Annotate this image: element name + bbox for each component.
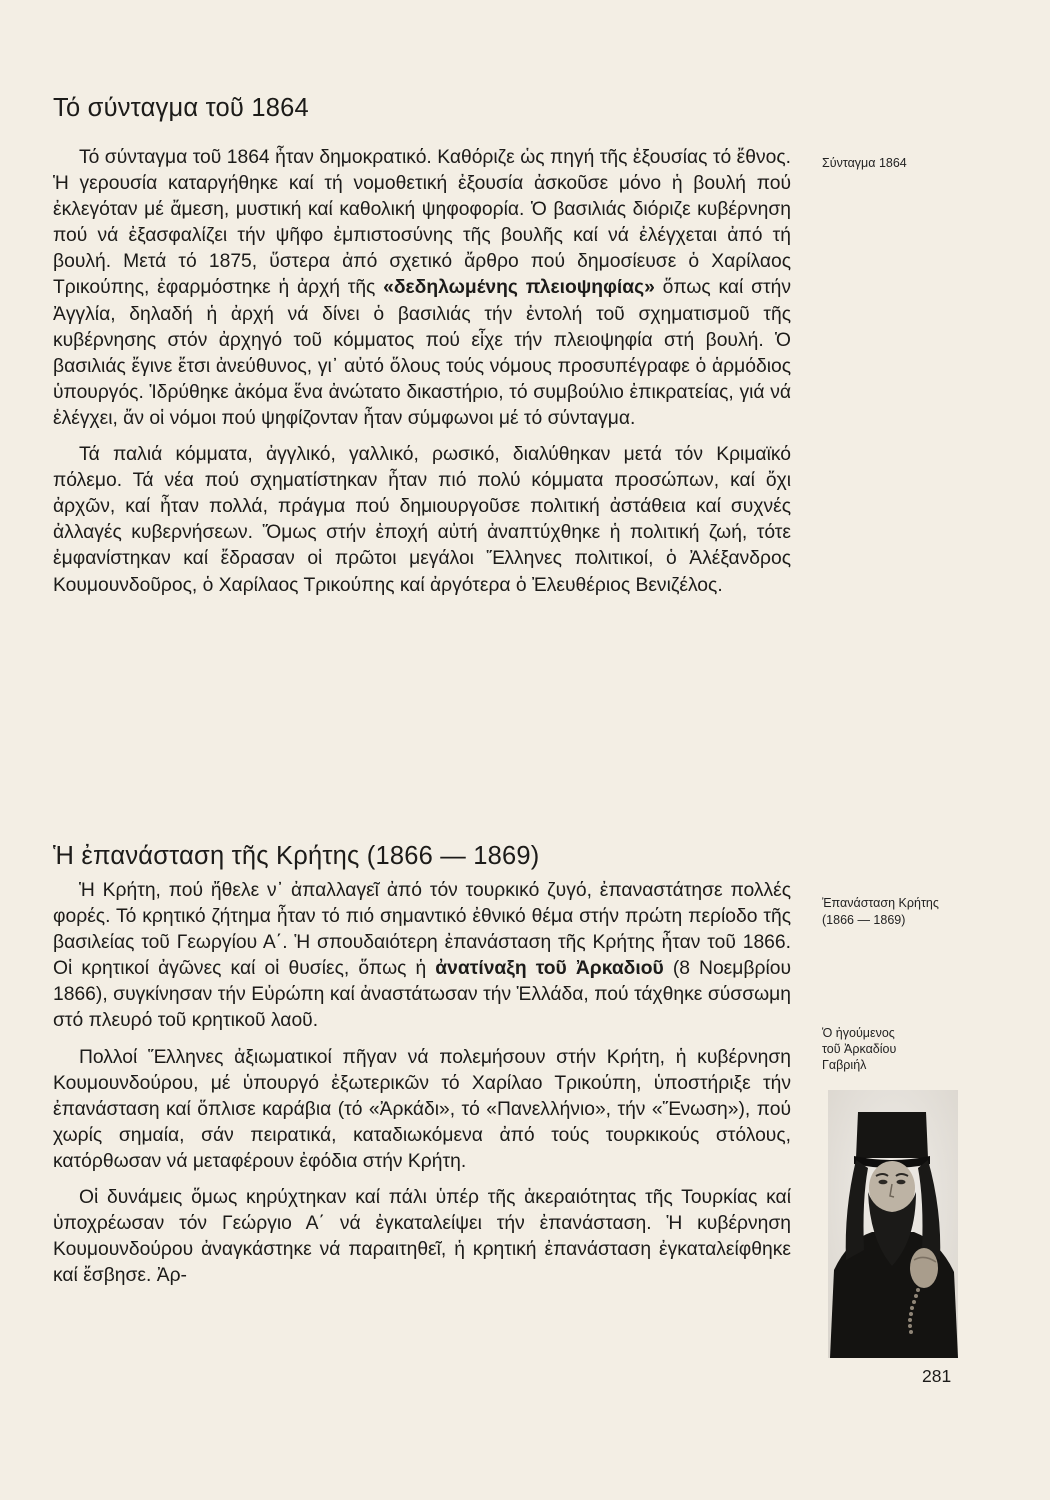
section-body-constitution: [53, 145, 791, 599]
paragraph: Τό σύνταγμα τοῦ 1864 ἦταν δημοκρατικό. Καθόριζε ὡς πηγή τῆς ἐξουσίας τό ἔθνος. Ἡ γερουσία καταργήθηκε καί τή νομοθετική ἐξουσία ἀσκοῦσε μόνο ἡ βουλή πού ἐκλεγόταν μέ ἄμεση, μυστική καί καθολική ψηφοφορία. Ὁ βασιλιάς διόριζε κυβέρνηση πού νά ἐξασφαλίζει τήν ψῆφο ἐμπιστοσύνης τῆς βουλῆς καί νά ἐλέγχεται ἀπό τή βουλή. Μετά τό 1875, ὕστερα ἀπό σχετικό ἄρθρο πού δημοσίευσε ὁ Χαρίλαος Τρικούπης, ἐφαρμόστηκε ἡ ἀρχή τῆς «δεδηλωμένης πλειοψηφίας» ὅπως καί στήν Ἀγγλία, δηλαδή ἡ ἀρχή νά δίνει ὁ βασιλιάς τήν ἐντολή τοῦ σχηματισμοῦ τῆς κυβέρνησης στόν ἀρχηγό τοῦ κόμματος πού εἶχε τήν πλειοψηφία στή βουλή. Ὁ βασιλιάς ἔγινε ἔτσι ἀνεύθυνος, γι᾿ αὐτό ὅλους τούς νόμους προσυπέγραφε ὁ ἁρμόδιος ὑπουργός. Ἱδρύθηκε ἀκόμα ἕνα ἀνώτατο δικαστήριο, τό συμβούλιο ἐπικρατείας, γιά νά ἐλέγχει, ἄν οἱ νόμοι πού ψηφίζονταν ἦταν σύμφωνοι μέ τό σύνταγμα.: [53, 147, 791, 429]
photo-caption-line2: τοῦ Ἀρκαδίου: [822, 1042, 897, 1056]
margin-note-constitution: Σύνταγμα 1864: [822, 156, 907, 170]
section-heading-cretan-revolution: Ἡ ἐπανάσταση τῆς Κρήτης (1866 — 1869): [53, 842, 540, 870]
bold-term: ἀνατίναξη τοῦ Ἀρκαδιοῦ: [435, 958, 664, 980]
photo-caption-line1: Ὁ ἡγούμενος: [822, 1026, 895, 1040]
margin-note-cretan-line2: (1866 — 1869): [822, 913, 906, 927]
portrait-illustration: [828, 1090, 958, 1358]
paragraph: Οἱ δυνάμεις ὅμως κηρύχτηκαν καί πάλι ὑπέρ τῆς ἀκεραιότητας τῆς Τουρκίας καί ὑποχρέωσαν τόν Γεώργιο Α΄ νά ἐγκαταλείψει τήν ἐπανάσταση. Ἡ κυβέρνηση Κουμουνδούρου ἀναγκάστηκε νά παραιτηθεῖ, ἡ κρητική ἐπανάσταση ἐγκαταλείφθηκε καί ἔσβησε. Ἀρ-: [53, 1187, 791, 1287]
page-number: 281: [922, 1366, 952, 1386]
paragraph: Ἡ Κρήτη, πού ἤθελε ν᾿ ἀπαλλαγεῖ ἀπό τόν τουρκικό ζυγό, ἐπαναστάτησε πολλές φορές. Τό κρητικό ζήτημα ἦταν τό πιό σημαντικό ἐθνικό θέμα στήν πρώτη περίοδο τῆς βασιλείας τοῦ Γεωργίου Α΄. Ἡ σπουδαιότερη ἐπανάσταση τῆς Κρήτης ἦταν τοῦ 1866. Οἱ κρητικοί ἀγῶνες καί οἱ θυσίες, ὅπως ἡ ἀνατίναξη τοῦ Ἀρκαδιοῦ (8 Νοεμβρίου 1866), συγκίνησαν τήν Εὐρώπη καί ἀναστάτωσαν τήν Ἑλλάδα, πού τάχθηκε σύσσωμη στό πλευρό τοῦ κρητικοῦ λαοῦ.: [53, 880, 792, 1032]
photo-caption-line3: Γαβριήλ: [822, 1058, 867, 1072]
paragraph: Πολλοί Ἕλληνες ἀξιωματικοί πῆγαν νά πολεμήσουν στήν Κρήτη, ἡ κυβέρνηση Κουμουνδούρου, μέ ὑπουργό ἐξωτερικῶν τό Χαρίλαο Τρικούπη, ὑποστήριξε τήν ἐπανάσταση καί ὅπλισε καράβια (τό «Ἀρκάδι», τό «Πανελλήνιο», τήν «Ἕνωση»), πού χωρίς σημαία, σάν πειρατικά, καταδιωκόμενα ἀπό τούς τουρκικούς στόλους, κατόρθωσαν νά μεταφέρουν ἐφόδια στήν Κρήτη.: [53, 1046, 791, 1172]
portrait-photo: [828, 1090, 958, 1358]
section-heading-constitution: Τό σύνταγμα τοῦ 1864: [53, 94, 309, 122]
margin-note-cretan-line1: Ἐπανάσταση Κρήτης: [822, 896, 939, 910]
bold-term: «δεδηλωμένης πλειοψηφίας»: [383, 277, 655, 299]
paragraph: Τά παλιά κόμματα, ἀγγλικό, γαλλικό, ρωσικό, διαλύθηκαν μετά τόν Κριμαϊκό πόλεμο. Τά νέα πού σχηματίστηκαν ἦταν πιό πολύ κόμματα προσώπων, καί ὄχι ἀρχῶν, καί ἦταν πολλά, πράγμα πού δημιουργοῦσε πολιτική ἀστάθεια καί συχνές ἀλλαγές κυβερνήσεων. Ὅμως στήν ἐποχή αὐτή ἀναπτύχθηκε ἡ πολιτική ζωή, τότε ἐμφανίστηκαν καί ἔδρασαν οἱ πρῶτοι μεγάλοι Ἕλληνες πολιτικοί, ὁ Ἀλέξανδρος Κουμουνδοῦρος, ὁ Χαρίλαος Τρικούπης καί ἀργότερα ὁ Ἐλευθέριος Βενιζέλος.: [53, 444, 791, 596]
section-body-cretan-revolution: [53, 878, 791, 1289]
